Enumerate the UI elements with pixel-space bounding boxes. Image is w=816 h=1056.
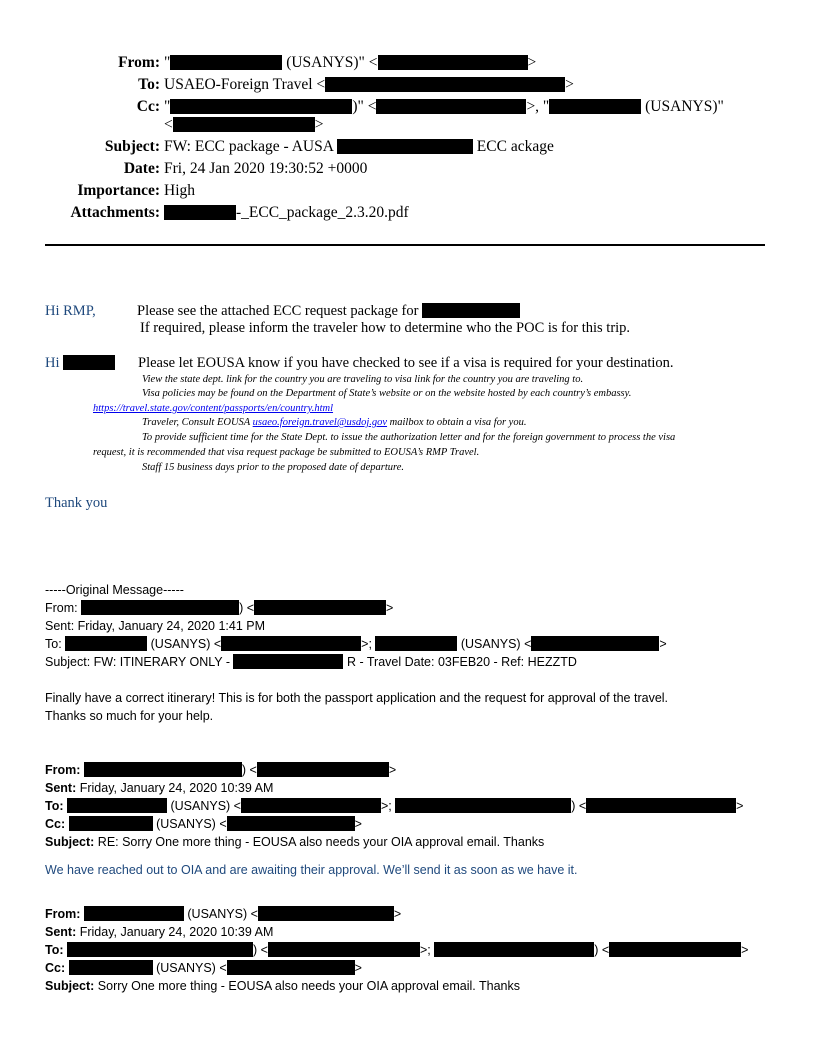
redaction <box>325 77 565 92</box>
redaction <box>241 798 381 813</box>
redaction <box>586 798 736 813</box>
redaction <box>531 636 659 651</box>
redaction <box>375 636 457 651</box>
body-line-2: If required, please inform the traveler how to determine who the POC is for this trip. <box>140 320 631 336</box>
redaction <box>84 906 184 921</box>
reply2-subject: Subject: Sorry One more thing - EOUSA also needs your OIA approval email. Thanks <box>45 979 520 993</box>
body-line-1: Please see the attached ECC request package for <box>137 303 520 320</box>
redaction <box>258 906 394 921</box>
reply2-sent: Sent: Friday, January 24, 2020 10:39 AM <box>45 925 274 939</box>
email-header <box>0 52 816 232</box>
attachments-value[interactable]: -_ECC_package_2.3.20.pdf <box>164 202 409 224</box>
note-3: Traveler, Consult EOUSA usaeo.foreign.travel@usdoj.gov mailbox to obtain a visa for you. <box>142 417 527 428</box>
redaction <box>268 942 420 957</box>
redaction <box>63 355 115 370</box>
redaction <box>376 99 526 114</box>
thank-you: Thank you <box>45 495 108 511</box>
body-line-3: Please let EOUSA know if you have checked to see if a visa is required for your destination. <box>138 355 674 371</box>
state-dept-link[interactable]: https://travel.state.gov/content/passports/en/country.html <box>93 403 334 414</box>
to-value: USAEO-Foreign Travel < > <box>164 76 574 93</box>
redaction <box>395 798 571 813</box>
importance-value: High <box>164 182 195 199</box>
reply1-from: From: ) < > <box>45 763 397 777</box>
original-sent: Sent: Friday, January 24, 2020 1:41 PM <box>45 619 266 633</box>
from-label: From: <box>118 54 160 71</box>
subject-value: FW: ECC package - AUSA ECC ackage <box>164 138 554 155</box>
greeting-rmp: Hi RMP, <box>45 303 96 319</box>
redaction <box>84 762 242 777</box>
note-1: View the state dept. link for the country you are traveling to visa link for the country you are traveling to. <box>142 374 584 385</box>
reply-1 <box>45 761 785 879</box>
date-label: Date: <box>123 160 160 177</box>
redaction <box>257 762 389 777</box>
redaction <box>422 303 520 318</box>
redaction <box>67 798 167 813</box>
original-subject: Subject: FW: ITINERARY ONLY - R - Travel Date: 03FEB20 - Ref: HEZZTD <box>45 655 577 669</box>
redaction <box>65 636 147 651</box>
redaction <box>227 960 355 975</box>
redaction <box>254 600 386 615</box>
redaction <box>434 942 594 957</box>
reply2-from: From: (USANYS) < > <box>45 907 402 921</box>
reply1-sent: Sent: Friday, January 24, 2020 10:39 AM <box>45 781 274 795</box>
note-6: Staff 15 business days prior to the proposed date of departure. <box>142 462 405 473</box>
redaction <box>233 654 343 669</box>
reply1-to: To: (USANYS) < >; ) < > <box>45 799 744 813</box>
reply1-subject: Subject: RE: Sorry One more thing - EOUSA also needs your OIA approval email. Thanks <box>45 835 545 849</box>
redaction <box>81 600 239 615</box>
redaction <box>69 816 153 831</box>
greeting-hi: Hi <box>45 355 115 372</box>
cc-label: Cc: <box>136 98 160 115</box>
note-4: To provide sufficient time for the State Dept. to issue the authorization letter and for the foreign government to process the visa <box>142 432 676 443</box>
reply1-blue-message: We have reached out to OIA and are awaiting their approval. We’ll send it as soon as we have it. <box>45 863 578 877</box>
redaction <box>67 942 253 957</box>
cc-value: " )" < >, " (USANYS)" <box>164 98 724 115</box>
subject-label: Subject: <box>104 138 160 155</box>
reply-2 <box>45 905 785 995</box>
original-body-2: Thanks so much for your help. <box>45 709 214 723</box>
original-marker: -----Original Message----- <box>45 583 184 597</box>
redaction <box>549 99 641 114</box>
original-message <box>45 581 785 725</box>
redaction <box>170 99 352 114</box>
note-2: Visa policies may be found on the Department of State’s website or on the website hosted by each country’s embassy. <box>142 388 632 399</box>
reply1-cc: Cc: (USANYS) < > <box>45 817 362 831</box>
note-5: request, it is recommended that visa request package be submitted to EOUSA’s RMP Travel. <box>93 447 480 458</box>
eousa-email-link[interactable]: usaeo.foreign.travel@usdoj.gov <box>252 417 388 428</box>
date-value: Fri, 24 Jan 2020 19:30:52 +0000 <box>164 160 368 177</box>
original-from: From: ) < > <box>45 601 394 615</box>
redaction <box>227 816 355 831</box>
from-value: " (USANYS)" < > <box>164 54 537 71</box>
original-body-1: Finally have a correct itinerary! This is for both the passport application and the request for approval of the travel. <box>45 691 669 705</box>
redaction <box>164 205 236 220</box>
original-to: To: (USANYS) < >; (USANYS) < > <box>45 637 667 651</box>
cc-value-line2: < > <box>164 116 324 133</box>
to-label: To: <box>138 76 160 93</box>
redaction <box>170 55 282 70</box>
reply2-to: To: ) < >; ) < > <box>45 943 749 957</box>
attachments-label: Attachments: <box>70 204 160 221</box>
header-divider <box>45 244 765 246</box>
redaction <box>378 55 528 70</box>
importance-label: Importance: <box>77 182 160 199</box>
redaction <box>337 139 473 154</box>
redaction <box>609 942 741 957</box>
redaction <box>221 636 361 651</box>
redaction <box>173 117 315 132</box>
redaction <box>69 960 153 975</box>
reply2-cc: Cc: (USANYS) < > <box>45 961 362 975</box>
